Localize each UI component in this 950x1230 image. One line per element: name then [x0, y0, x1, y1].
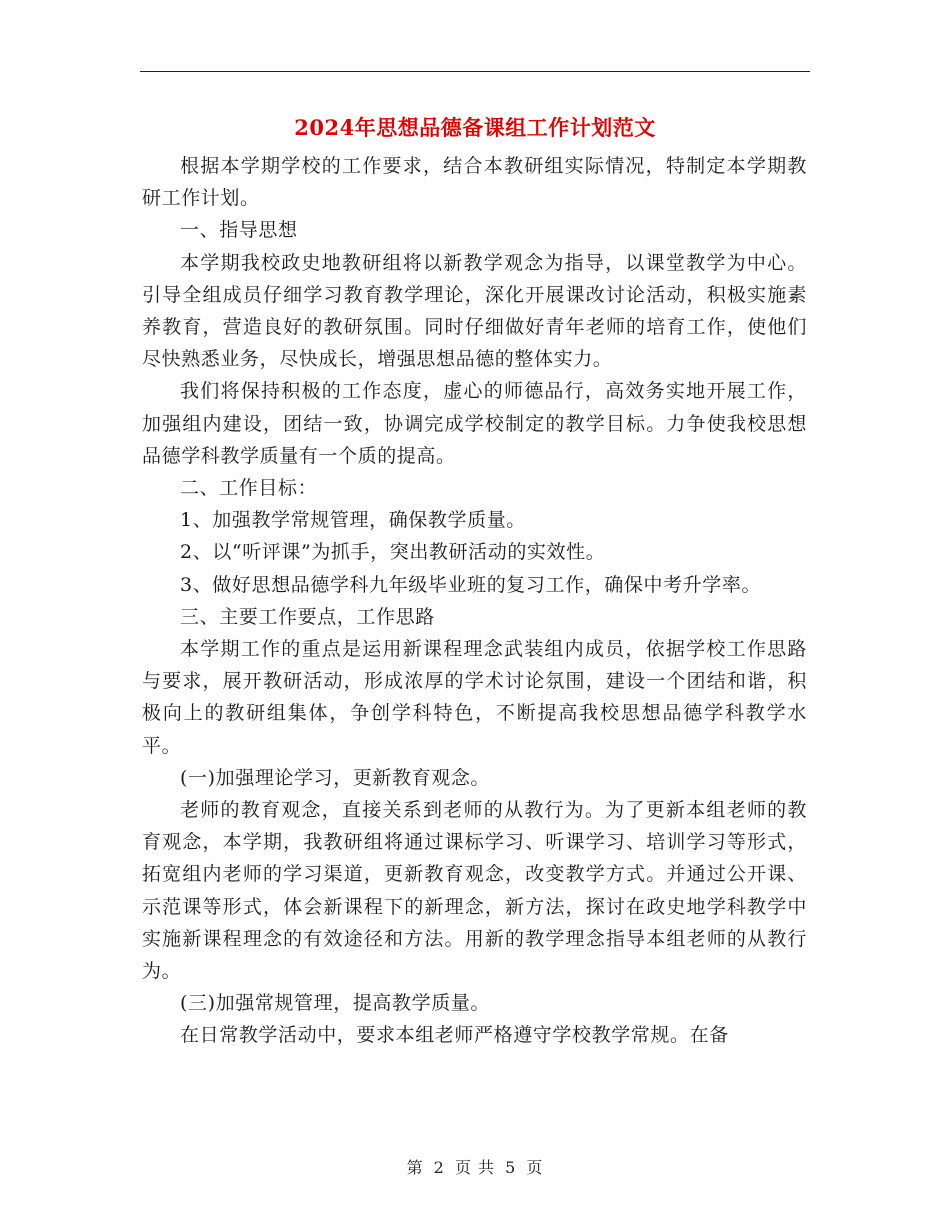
header-rule [140, 71, 810, 72]
footer-page-number: 2 [433, 1158, 445, 1177]
list-item: 1、加强教学常规管理，确保教学质量。 [180, 509, 526, 532]
paragraph: 本学期工作的重点是运用新课程理念武装组内成员，依据学校工作思路与要求，展开教研活动，形成浓厚的学术讨论氛围，建设一个团结和谐，积极向上的教研组集体，争创学科特色，不断提高我校思想品德学科教学水平。 [142, 638, 807, 757]
document-body [142, 150, 807, 1052]
page-footer [0, 1155, 950, 1178]
section-heading: 二、工作目标： [180, 477, 318, 500]
paragraph: 老师的教育观念，直接关系到老师的从教行为。为了更新本组老师的教育观念，本学期，我教研组将通过课标学习、听课学习、培训学习等形式，拓宽组内老师的学习渠道，更新教育观念，改变教学方式。并通过公开课、示范课等形式，体会新课程下的新理念，新方法，探讨在政史地学科教学中实施新课程理念的有效途径和方法。用新的教学理念指导本组老师的从教行为。 [142, 799, 807, 983]
subsection-heading: (一)加强理论学习，更新教育观念。 [180, 766, 491, 789]
document-title: 2024年思想品德备课组工作计划范文 [294, 115, 656, 140]
footer-middle: 页 共 [454, 1158, 496, 1177]
list-item: 3、做好思想品德学科九年级毕业班的复习工作，确保中考升学率。 [180, 573, 762, 596]
section-heading: 三、主要工作要点，工作思路 [180, 605, 435, 628]
footer-total-pages: 5 [505, 1158, 517, 1177]
subsection-heading: (三)加强常规管理，提高教学质量。 [180, 992, 491, 1015]
section-heading: 一、指导思想 [180, 219, 298, 242]
footer-prefix: 第 [406, 1158, 424, 1177]
paragraph: 在日常教学活动中，要求本组老师严格遵守学校教学常规。在备 [180, 1024, 729, 1047]
list-item: 2、以“听评课”为抓手，突出教研活动的实效性。 [180, 541, 606, 564]
paragraph: 根据本学期学校的工作要求，结合本教研组实际情况，特制定本学期教研工作计划。 [142, 155, 807, 210]
paragraph: 本学期我校政史地教研组将以新教学观念为指导，以课堂教学为中心。引导全组成员仔细学习教育教学理论，深化开展课改讨论活动，积极实施素养教育，营造良好的教研氛围。同时仔细做好青年老师的培育工作，使他们尽快熟悉业务，尽快成长，增强思想品德的整体实力。 [142, 251, 807, 371]
footer-suffix: 页 [526, 1158, 544, 1177]
paragraph: 我们将保持积极的工作态度，虚心的师德品行，高效务实地开展工作，加强组内建设，团结一致，协调完成学校制定的教学目标。力争使我校思想品德学科教学质量有一个质的提高。 [142, 380, 807, 467]
